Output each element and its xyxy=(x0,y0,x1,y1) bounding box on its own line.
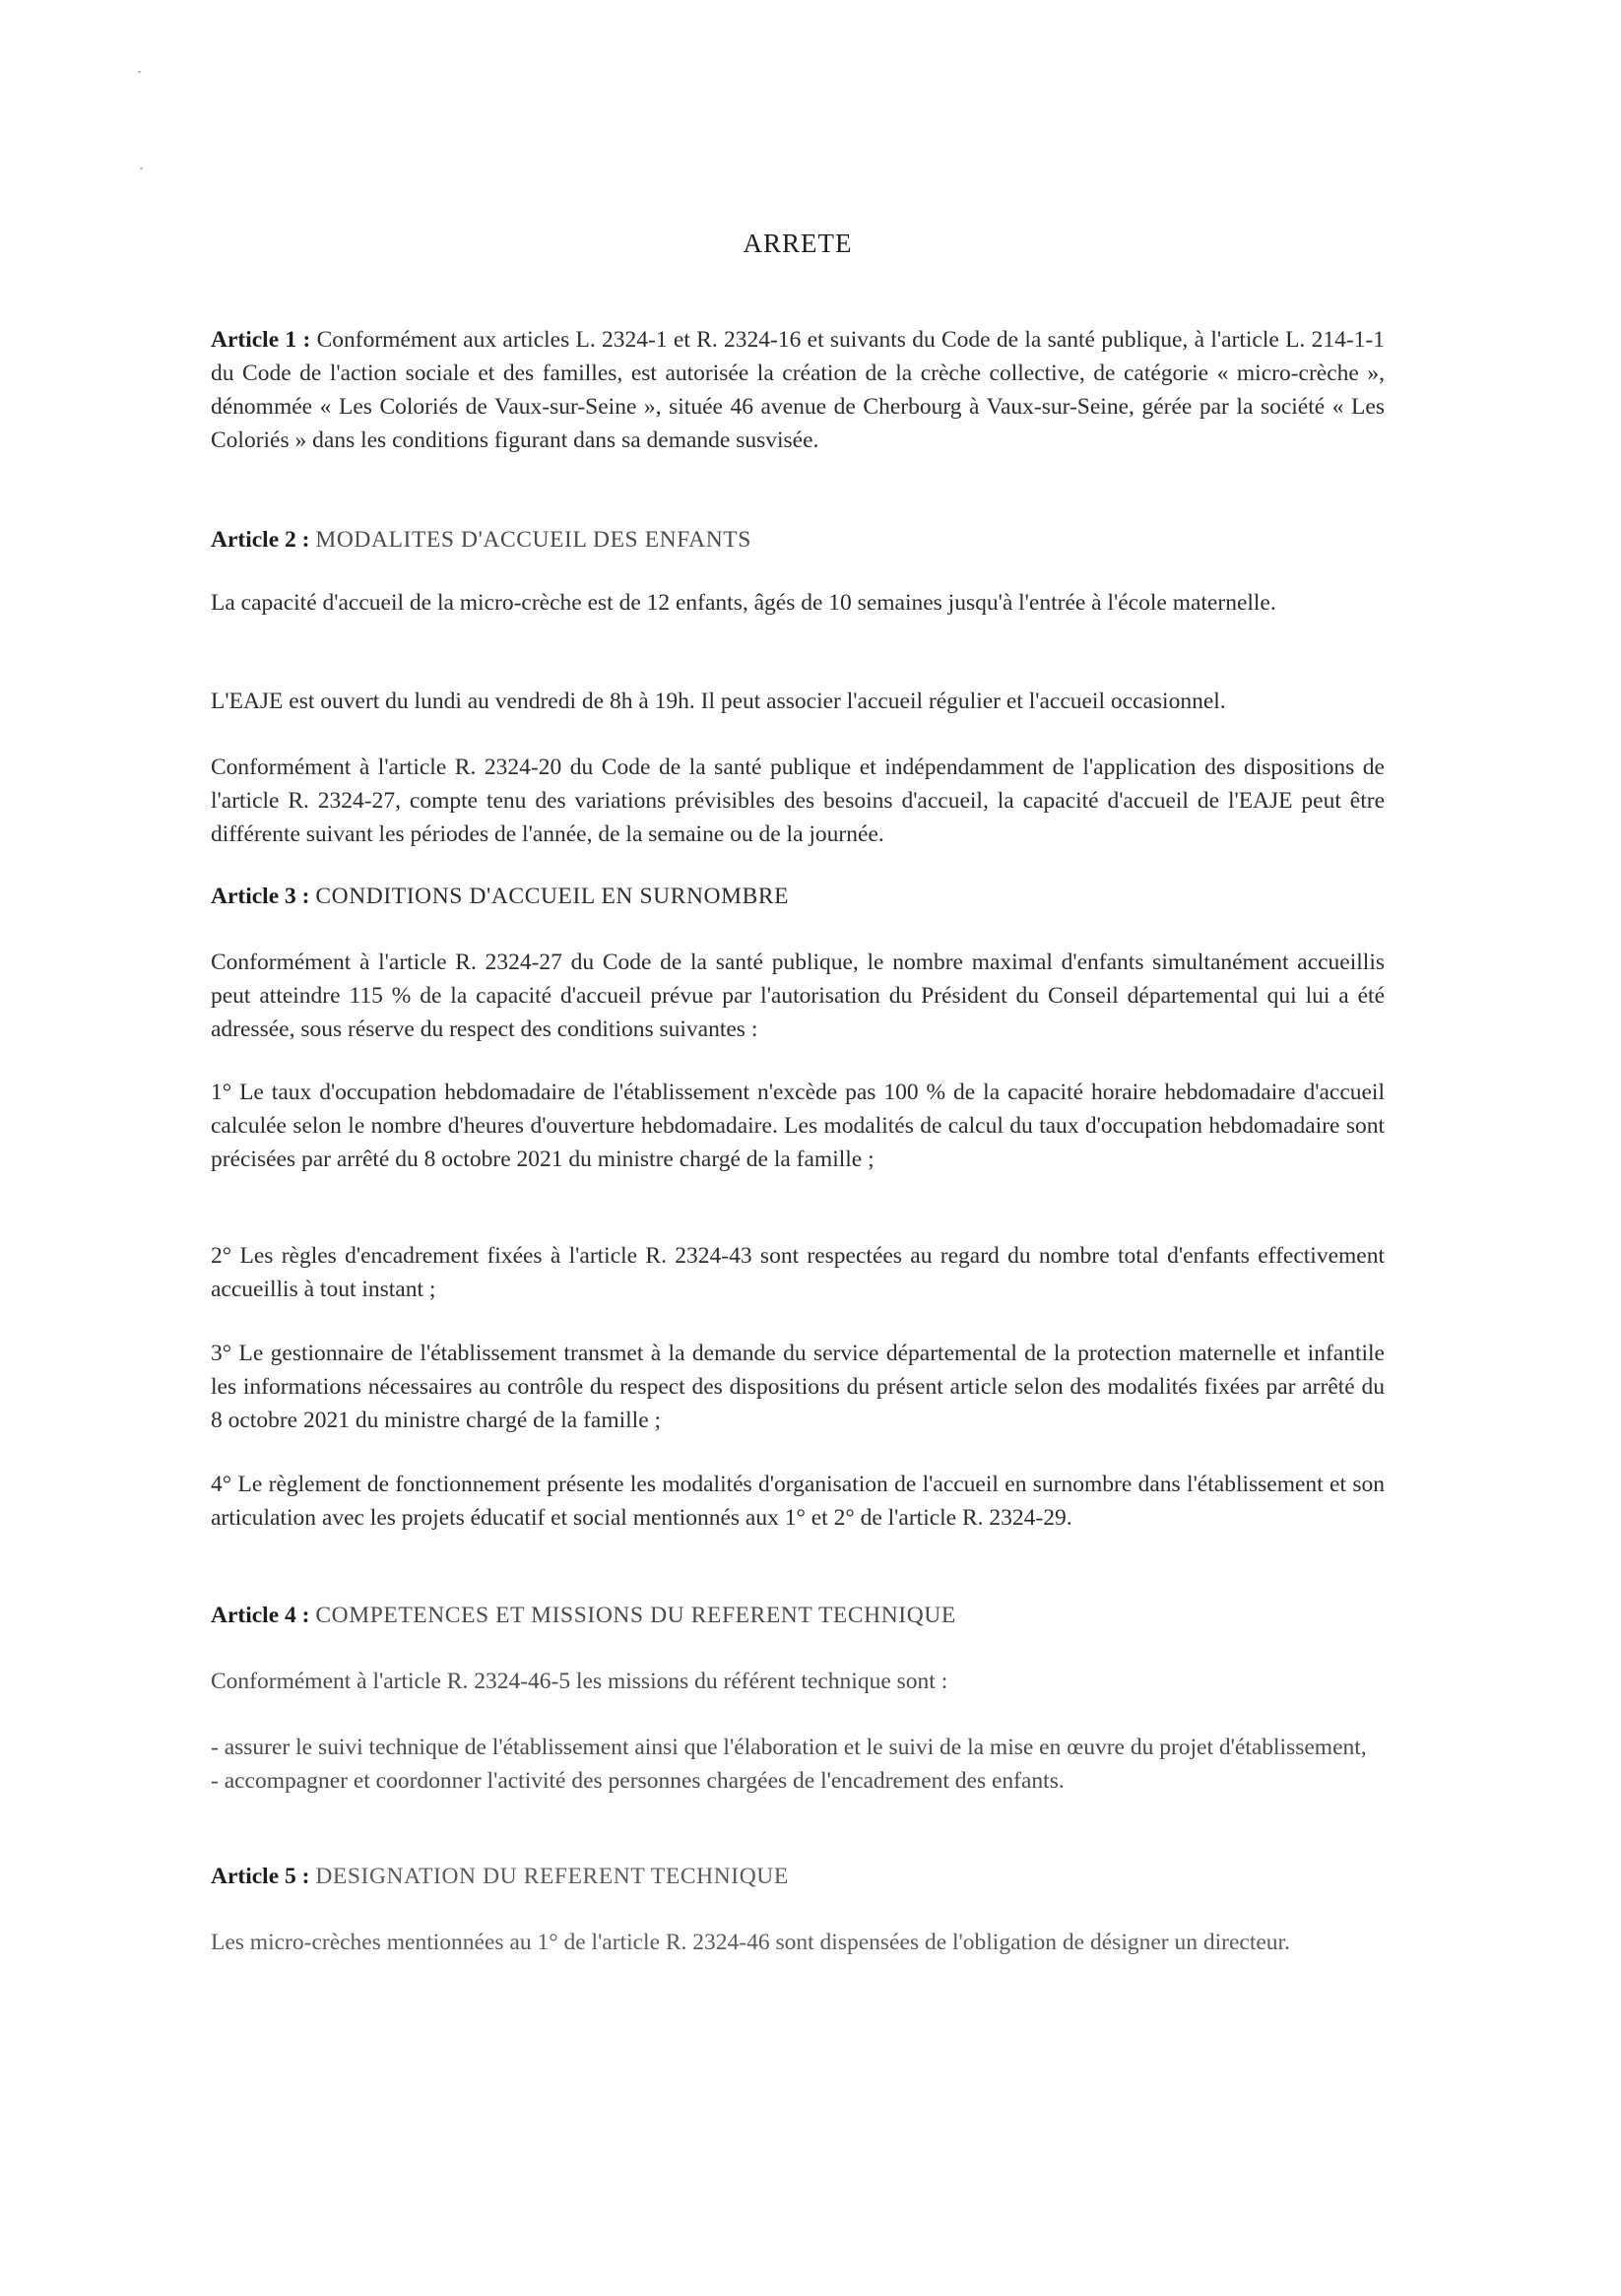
article-5-title: DESIGNATION DU REFERENT TECHNIQUE xyxy=(315,1864,789,1889)
article-3-condition-3: 3° Le gestionnaire de l'établissement transmet à la demande du service départemental de la protection maternelle et infantile les informations nécessaires au contrôle du respect des dispositions du présent article selon des modalités fixées par arrêté du 8 octobre 2021 du ministre chargé de la famille ; xyxy=(211,1341,1385,1433)
article-1-label: Article 1 : xyxy=(211,327,311,353)
article-4-list-item: - assurer le suivi technique de l'établissement ainsi que l'élaboration et le suivi de la mise en œuvre du projet d'établissement, xyxy=(211,1735,1367,1760)
article-4-heading xyxy=(211,1599,1385,1632)
article-5-label: Article 5 : xyxy=(211,1864,310,1889)
article-5-text: Les micro-crèches mentionnées au 1° de l'article R. 2324-46 sont dispensées de l'obligation de désigner un directeur. xyxy=(211,1930,1290,1955)
article-3-paragraph-1: Conformément à l'article R. 2324-27 du Code de la santé publique, le nombre maximal d'enfants simultanément accueillis peut atteindre 115 % de la capacité d'accueil prévue par l'autorisation du Président du Conseil départemental qui lui a été adressée, sous réserve du respect des conditions suivantes : xyxy=(211,950,1385,1042)
article-3-condition-1: 1° Le taux d'occupation hebdomadaire de l'établissement n'excède pas 100 % de la capacité horaire hebdomadaire d'accueil calculée selon le nombre d'heures d'ouverture hebdomadaire. Les modalités de calcul du taux d'occupation hebdomadaire sont précisées par arrêté du 8 octobre 2021 du ministre chargé de la famille ; xyxy=(211,1080,1385,1172)
article-2-label: Article 2 : xyxy=(211,527,310,553)
article-3-condition-2: 2° Les règles d'encadrement fixées à l'article R. 2324-43 sont respectées au regard du nombre total d'enfants effectivement accueillis à tout instant ; xyxy=(211,1243,1385,1302)
article-3-label: Article 3 : xyxy=(211,884,310,909)
scan-speck xyxy=(138,71,141,73)
article-3-condition-4: 4° Le règlement de fonctionnement présente les modalités d'organisation de l'accueil en surnombre dans l'établissement et son articulation avec les projets éducatif et social mentionnés aux 1° et 2° de l'article R. 2324-29. xyxy=(211,1472,1385,1531)
document-title: ARRETE xyxy=(743,229,853,258)
article-1-text: Conformément aux articles L. 2324-1 et R. 2324-16 et suivants du Code de la santé publique, à l'article L. 214-1-1 du Code de l'action sociale et des familles, est autorisée la création de la crèche collective, de catégorie « micro-crèche », dénommée « Les Coloriés de Vaux-sur-Seine », située 46 avenue de Cherbourg à Vaux-sur-Seine, gérée par la société « Les Coloriés » dans les conditions figurant dans sa demande susvisée. xyxy=(211,327,1385,453)
scan-speck xyxy=(140,167,143,169)
article-2-paragraph-1: La capacité d'accueil de la micro-crèche est de 12 enfants, âgés de 10 semaines jusqu'à l'entrée à l'école maternelle. xyxy=(211,590,1276,616)
article-3-heading xyxy=(211,880,1385,913)
article-2-heading xyxy=(211,523,1385,557)
article-2-paragraph-2: L'EAJE est ouvert du lundi au vendredi de 8h à 19h. Il peut associer l'accueil régulier et l'accueil occasionnel. xyxy=(211,689,1226,714)
article-3-title: CONDITIONS D'ACCUEIL EN SURNOMBRE xyxy=(315,884,790,909)
article-1 xyxy=(211,323,1385,457)
article-4-label: Article 4 : xyxy=(211,1603,310,1628)
article-4-intro: Conformément à l'article R. 2324-46-5 les missions du référent technique sont : xyxy=(211,1669,948,1694)
article-4-title: COMPETENCES ET MISSIONS DU REFERENT TECHNIQUE xyxy=(315,1603,956,1628)
article-2-paragraph-3: Conformément à l'article R. 2324-20 du Code de la santé publique et indépendamment de l'application des dispositions de l'article R. 2324-27, compte tenu des variations prévisibles des besoins d'accueil, la capacité d'accueil de l'EAJE peut être différente suivant les périodes de l'année, de la semaine ou de la journée. xyxy=(211,754,1385,847)
article-5-heading xyxy=(211,1860,1385,1893)
article-4-list-item: - accompagner et coordonner l'activité des personnes chargées de l'encadrement des enfants. xyxy=(211,1768,1065,1794)
article-2-title: MODALITES D'ACCUEIL DES ENFANTS xyxy=(315,527,751,553)
article-4-list xyxy=(211,1731,1385,1798)
